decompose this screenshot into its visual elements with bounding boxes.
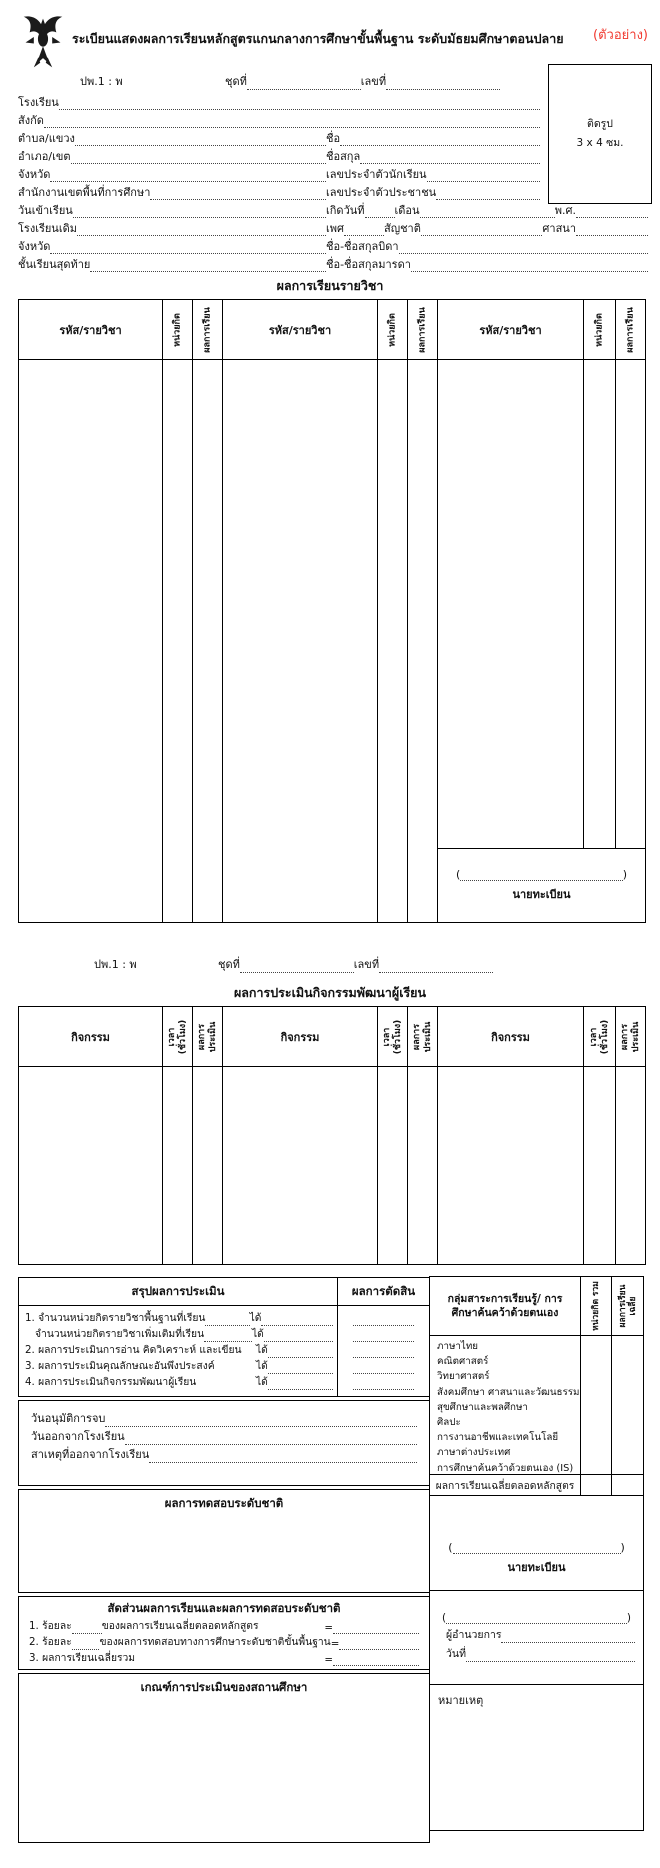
activities-table [18,1006,646,1265]
summary-line: 2. ผลการประเมินการอ่าน คิดวิเคราะห์ และเขียน ได้ [25,1342,333,1358]
fill-line [71,153,326,164]
col-result-header: ผลการ ประเมิน [616,1007,646,1067]
fill-line [125,1434,417,1445]
col-result-header: ผลการ ประเมิน [408,1007,438,1067]
subject-item: วิทยาศาสตร์ [437,1371,490,1383]
approval-date-line: วันอนุมัติการจบ [31,1409,417,1427]
gpa-cell [612,1475,643,1495]
director-signature-box [429,1590,644,1685]
field-label: ชื่อ-ชื่อสกุลมารดา [326,258,411,271]
decision-lines [338,1306,429,1396]
time-cell [378,1067,408,1265]
result-cell [616,1067,646,1265]
fill-line [261,1315,333,1326]
summary-section [18,1277,645,1843]
result-cell [408,1067,438,1265]
fill-line [44,117,540,128]
summary-left-column [18,1277,430,1843]
grades-table-title: ผลการเรียนรายวิชา [276,278,384,293]
fill-line [150,189,326,200]
proportion-line: 1. ร้อยละ ของผลการเรียนเฉลี่ยตลอดหลักสูตร = [19,1618,429,1634]
national-test-box [18,1489,430,1593]
form-code-row [80,72,550,90]
gpa-total-label: ผลการเรียนเฉลี่ยตลอดหลักสูตร [430,1475,581,1495]
subject-cell [223,360,378,923]
fill-line [268,1363,333,1374]
gpa-total-row [429,1474,644,1496]
activities-empty-row [19,1067,646,1265]
summary-line: 1. จำนวนหน่วยกิตรายวิชาพื้นฐานที่เรียน ได้ [25,1310,333,1326]
field-label: เพศ [326,222,344,235]
subject-item: การศึกษาค้นคว้าด้วยตนเอง (IS) [437,1462,574,1474]
fill-line [264,1331,333,1342]
fill-line [72,1623,102,1634]
sample-watermark: (ตัวอย่าง) [593,28,648,43]
credit-cell [378,360,408,923]
leave-date-line: วันออกจากโรงเรียน [31,1427,417,1445]
no-label: เลขที่ [353,958,380,971]
notes-title: หมายเหตุ [438,1694,484,1707]
fill-line [90,261,326,272]
no-fill-line [379,962,493,973]
fill-line [50,243,326,254]
signature-line: ( ) [448,1541,625,1554]
activity-cell [223,1067,378,1265]
info-row-area-citizenid [18,182,540,200]
fill-line [421,225,543,236]
garuda-emblem-icon [20,12,66,74]
fill-line [59,99,540,110]
criteria-box [18,1673,430,1843]
form-code: ปพ.1 : พ [94,958,137,971]
field-label: ชั้นเรียนสุดท้าย [18,258,91,271]
summary-line: จำนวนหน่วยกิตรายวิชาเพิ่มเติมที่เรียน ได้ [25,1326,333,1342]
set-number-line [218,955,493,973]
subject-groups-list [429,1335,644,1475]
fill-line [576,225,648,236]
time-cell [584,1067,616,1265]
leave-reason-line: สาเหตุที่ออกจากโรงเรียน [31,1445,417,1463]
summary-line: 3. ผลการประเมินคุณลักษณะอันพึงประสงค์ ได้ [25,1358,333,1374]
fill-line [427,171,540,182]
col-time-header: เวลา (ชั่วโมง) [378,1007,408,1067]
subject-cell [19,360,163,923]
signature-fill-line [453,1543,621,1554]
fill-line [340,135,540,146]
field-label: ศาสนา [542,222,576,235]
info-row-lastclass-mother [18,254,648,272]
grade-cell [408,360,438,923]
activity-cell [438,1067,584,1265]
grades-empty-row [19,360,646,849]
fill-line [411,261,648,272]
proportion-box [18,1596,430,1670]
graduation-dates-box [18,1400,430,1486]
national-test-title: ผลการทดสอบระดับชาติ [164,1496,284,1510]
summary-title: สรุปผลการประเมิน [19,1278,338,1305]
field-label: สัญชาติ [384,222,421,235]
fill-line [436,189,540,200]
grades-table [18,299,646,923]
summary-right-column [429,1277,644,1831]
evaluation-summary-box [18,1277,430,1397]
set-fill-line [240,962,354,973]
decision-fill-line [344,1358,423,1374]
field-label: อำเภอ/เขต [18,150,71,163]
fill-line [105,1416,417,1427]
subject-list [430,1336,581,1476]
set-label: ชุดที่ [225,75,247,88]
decision-fill-line [344,1326,423,1342]
page2-header [0,949,660,979]
decision-fill-line [344,1310,423,1326]
registrar-title: นายทะเบียน [507,1561,566,1574]
fill-line [365,207,395,218]
signature-fill-line [446,1613,627,1624]
photo-box-line1: ติดรูป [587,117,613,130]
gpa-cell [612,1336,643,1476]
director-line: ผู้อำนวยการ [438,1624,635,1643]
field-label: พ.ศ. [554,204,576,217]
fill-line [333,1655,419,1666]
col-total-credits-header: หน่วยกิต รวม [581,1277,612,1335]
field-label: สำนักงานเขตพื้นที่การศึกษา [18,186,151,199]
criteria-title: เกณฑ์การประเมินของสถานศึกษา [140,1680,308,1694]
field-label: ชื่อ [326,132,341,145]
field-label: โรงเรียน [18,96,59,109]
credit-cell [584,360,616,849]
proportion-line: 3. ผลการเรียนเฉลี่ยรวม = [19,1650,429,1666]
col-grade-header: ผลการเรียน [193,300,223,360]
subject-item: สังคมศึกษา ศาสนาและวัฒนธรรม [437,1386,580,1398]
subject-groups-title: กลุ่มสาระการเรียนรู้/ การศึกษาค้นคว้าด้วยตนเอง [430,1277,581,1335]
field-label: ชื่อ-ชื่อสกุลบิดา [326,240,399,253]
info-row-province-studentid [18,164,540,182]
photo-box [548,64,652,204]
col-subject-header: รหัส/รายวิชา [438,300,584,360]
activities-table-title: ผลการประเมินกิจกรรมพัฒนาผู้เรียน [233,985,427,1000]
subject-item: ภาษาไทย [437,1341,479,1352]
decision-fill-line [344,1342,423,1358]
col-subject-header: รหัส/รายวิชา [19,300,163,360]
field-label: เกิดวันที่ [326,204,365,217]
credit-cell [163,360,193,923]
date-line: วันที่ [438,1643,635,1662]
col-time-header: เวลา (ชั่วโมง) [163,1007,193,1067]
col-result-header: ผลการ ประเมิน [193,1007,223,1067]
fill-line [344,225,384,236]
subject-cell [438,360,584,849]
col-activity-header: กิจกรรม [438,1007,584,1067]
decision-title: ผลการตัดสิน [351,1284,416,1298]
field-label: โรงเรียนเดิม [18,222,77,235]
subject-item: สุขศึกษาและพลศึกษา [437,1401,528,1413]
col-activity-header: กิจกรรม [223,1007,378,1067]
registrar-signature-cell [438,849,646,923]
field-label: วันเข้าเรียน [18,204,73,217]
fill-line [501,1632,635,1643]
registrar-title: นายทะเบียน [512,888,571,901]
subject-groups-header [429,1276,644,1336]
time-cell [163,1067,193,1265]
fill-line [73,207,326,218]
fill-line [333,1623,419,1634]
field-label: จังหวัด [18,240,51,253]
col-time-header: เวลา (ชั่วโมง) [584,1007,616,1067]
credits-cell [581,1336,612,1476]
fill-line [360,153,540,164]
no-fill-line [386,79,500,90]
signature-line: ( ) [456,868,627,881]
col-credit-header: หน่วยกิต [163,300,193,360]
col-grade-header: ผลการเรียน [616,300,646,360]
col-activity-header: กิจกรรม [19,1007,163,1067]
fill-line [466,1651,635,1662]
credits-cell [581,1475,612,1495]
photo-box-line2: 3 x 4 ซม. [576,136,624,149]
info-row-formerschool-gender [18,218,648,236]
fill-line [50,171,326,182]
fill-line [75,135,326,146]
subject-item: ศิลปะ [437,1417,461,1429]
col-gpa-header: ผลการเรียน เฉลี่ย [617,1284,638,1328]
info-row-province-father [18,236,648,254]
field-label: เลขประจำตัวนักเรียน [326,168,427,181]
fill-line [149,1452,417,1463]
subject-item: ภาษาต่างประเทศ [437,1447,511,1459]
registrar-signature-box [429,1495,644,1591]
form-code: ปพ.1 : พ [80,75,123,88]
fill-line [77,225,326,236]
fill-line [339,1639,419,1650]
signature-line: ( ) [442,1612,631,1624]
info-row-district-surname [18,146,540,164]
col-credit-header: หน่วยกิต [378,300,408,360]
set-fill-line [247,79,361,90]
info-row-subdistrict-name [18,128,540,146]
notes-box [429,1684,644,1831]
subject-item: คณิตศาสตร์ [437,1356,489,1368]
summary-line: 4. ผลการประเมินกิจกรรมพัฒนาผู้เรียน ได้ [25,1374,333,1390]
fill-line [399,243,648,254]
set-number-line [225,72,500,90]
info-row-school [18,92,540,110]
grade-cell [193,360,223,923]
info-row-affiliation [18,110,540,128]
field-label: เลขประจำตัวประชาชน [326,186,437,199]
activity-cell [19,1067,163,1265]
grade-cell [616,360,646,849]
col-credit-header: หน่วยกิต [584,300,616,360]
no-label: เลขที่ [360,75,387,88]
fill-line [576,207,648,218]
signature-fill-line [460,870,622,881]
decision-fill-line [344,1374,423,1390]
result-cell [193,1067,223,1265]
document-title: ระเบียนแสดงผลการเรียนหลักสูตรแกนกลางการศึกษาขั้นพื้นฐาน ระดับมัธยมศึกษาตอนปลาย [72,31,564,46]
field-label: ชื่อสกุล [326,150,361,163]
field-label: จังหวัด [18,168,51,181]
field-label: ตำบล/แขวง [18,132,75,145]
fill-line [420,207,555,218]
fill-line [268,1379,333,1390]
subject-item: การงานอาชีพและเทคโนโลยี [437,1432,559,1444]
field-label: เดือน [394,204,420,217]
proportion-title: สัดส่วนผลการเรียนและผลการทดสอบระดับชาติ [107,1601,341,1615]
field-label: สังกัด [18,114,44,127]
col-subject-header: รหัส/รายวิชา [223,300,378,360]
set-label: ชุดที่ [218,958,240,971]
fill-line [268,1347,333,1358]
summary-lines [19,1306,338,1396]
proportion-line: 2. ร้อยละ ของผลการทดสอบทางการศึกษาระดับชาติขั้นพื้นฐาน = [19,1634,429,1650]
col-grade-header: ผลการเรียน [408,300,438,360]
